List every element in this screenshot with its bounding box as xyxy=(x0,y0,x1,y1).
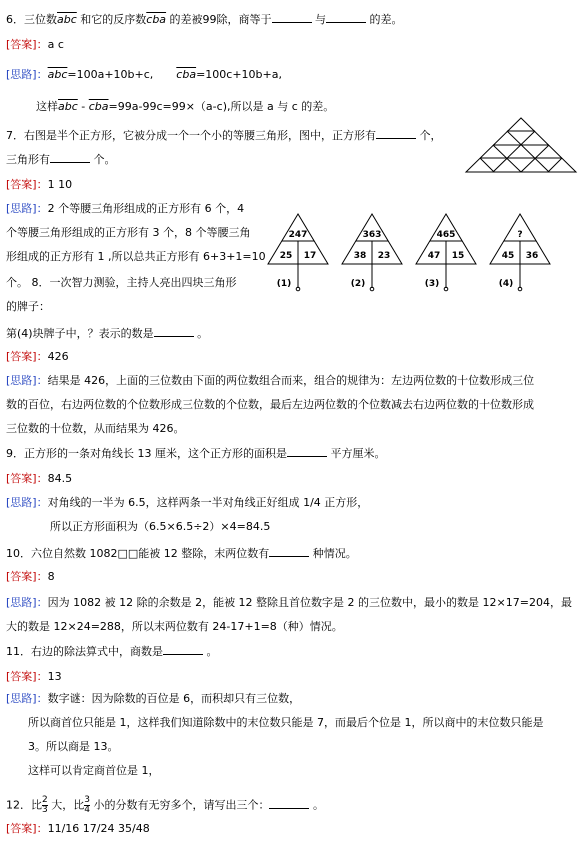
q7-text2-end: 个。 xyxy=(90,153,116,166)
q6-blank-1 xyxy=(272,12,312,23)
answer-tag: [答案]： xyxy=(6,822,48,835)
q6-hint-cba: $\overline{cba}$ xyxy=(176,68,197,81)
q8-question-line1 xyxy=(6,276,237,290)
q8-hint3: 三位数的十位数，从而结果为 426。 xyxy=(6,422,185,435)
q10-hint-line2 xyxy=(6,620,343,634)
triangle-top-number: 363 xyxy=(362,230,382,240)
hint-tag: [思路]： xyxy=(6,692,48,705)
q7-hint-line2 xyxy=(6,226,251,240)
q7-hint6-pre: 第(4)块牌子中，？表示的数是 xyxy=(6,327,154,340)
q9-answer xyxy=(6,472,72,486)
q11-answer xyxy=(6,670,62,684)
q7-hint5: 的牌子： xyxy=(6,300,50,313)
q11-hint2: 所以商首位只能是 1，这样我们知道除数中的末位数只能是 7，而最后个位是 1，所以商中的末位数只能是 xyxy=(28,716,544,729)
q6-hint-abc: $\overline{abc}$ xyxy=(47,68,68,81)
triangle-left-number: 45 xyxy=(501,251,515,261)
q12-end: 。 xyxy=(309,798,324,812)
q6-hint3-pre: 这样 xyxy=(36,100,58,113)
frac1-den: 3 xyxy=(42,805,48,815)
q6-and: 与 xyxy=(311,13,327,26)
q7-answer xyxy=(6,178,72,192)
q7-text2: 三角形有 xyxy=(6,153,50,166)
q11-hint3: 3。所以商是 13。 xyxy=(28,740,119,753)
q8-answer-value: 426 xyxy=(47,350,69,363)
q6-cba: $\overline{cba}$ xyxy=(146,13,167,26)
answer-tag: [答案]： xyxy=(6,570,48,583)
triangle-card-1 xyxy=(268,214,328,291)
triangle-right-number: 23 xyxy=(377,251,391,261)
q7-blank-2 xyxy=(50,152,90,163)
q7-question-line2 xyxy=(6,152,116,167)
q9-answer-value: 84.5 xyxy=(47,472,73,485)
triangle-label: (3) xyxy=(424,279,440,289)
q10-text-end: 种情况。 xyxy=(309,547,357,560)
q6-pre: 6．三位数 xyxy=(6,13,57,26)
q7-hint1: 2 个等腰三角形组成的正方形有 6 个，4 xyxy=(47,202,245,215)
half-square-figure xyxy=(462,116,580,174)
q7-hint6-end: 。 xyxy=(193,327,209,340)
q11-blank xyxy=(163,644,203,655)
q9-hint-line1 xyxy=(6,496,368,510)
answer-tag: [答案]： xyxy=(6,472,48,485)
q8-hint1: 结果是 426，上面的三位数由下面的两位数组合而来，组合的规律为：左边两位数的十位数形成三位 xyxy=(47,374,535,387)
triangle-left-number: 47 xyxy=(427,251,441,261)
q11-hint-line3 xyxy=(28,740,119,754)
q10-hint-line1 xyxy=(6,596,572,610)
triangle-label: (1) xyxy=(276,279,292,289)
q8-hint-line3 xyxy=(6,422,185,436)
q10-answer xyxy=(6,570,55,584)
q6-blank-2 xyxy=(326,12,366,23)
q7-hint2: 个等腰三角形组成的正方形有 3 个，8 个等腰三角 xyxy=(6,226,251,239)
q7-hint4: 个。 8．一次智力测验，主持人亮出四块三角形 xyxy=(6,276,237,289)
answer-tag: [答案]： xyxy=(6,670,48,683)
q6-hint-line1 xyxy=(6,68,282,82)
triangle-right-number: 17 xyxy=(303,251,317,261)
triangle-cards xyxy=(264,212,580,294)
q11-text-end: 。 xyxy=(203,645,218,658)
q10-hint1: 因为 1082 被 12 除的余数是 2，能被 12 整除且首位数字是 2 的三位数中，最小的数是 12×17=204，最 xyxy=(47,596,572,609)
q6-answer-value: a c xyxy=(47,38,64,51)
q11-text: 11．右边的除法算式中，商数是 xyxy=(6,645,163,658)
q6-hint1: =100a+10b+c, xyxy=(67,68,154,81)
q7-blank-1 xyxy=(376,128,416,139)
triangle-label: (4) xyxy=(498,279,514,289)
q9-hint2: 所以正方形面积为（6.5×6.5÷2）×4=84.5 xyxy=(50,520,271,533)
q12-post: 小的分数有无穷多个，请写出三个： xyxy=(89,798,270,812)
answer-tag: [答案]： xyxy=(6,38,48,51)
q7-hint-line3 xyxy=(6,250,266,264)
hint-tag: [思路]： xyxy=(6,496,48,509)
hint-tag: [思路]： xyxy=(6,596,48,609)
hint-tag: [思路]： xyxy=(6,68,48,81)
q11-question xyxy=(6,644,218,659)
triangle-card-4 xyxy=(490,214,550,291)
q12-answer-value: 11/16 17/24 35/48 xyxy=(47,822,150,835)
triangle-right-number: 36 xyxy=(525,251,539,261)
q7-text1-end: 个， xyxy=(416,129,442,142)
q7-hint3: 形组成的正方形有 1 ,所以总共正方形有 6+3+1=10 xyxy=(6,250,266,263)
triangle-top-number: 247 xyxy=(288,230,308,240)
q7-question-line1 xyxy=(6,128,442,143)
q9-hint1: 对角线的一半为 6.5，这样两条一半对角线正好组成 1/4 正方形， xyxy=(47,496,369,509)
q6-answer xyxy=(6,38,64,52)
q10-text: 10．六位自然数 1082□□能被 12 整除，末两位数有 xyxy=(6,547,270,560)
hint-tag: [思路]： xyxy=(6,202,48,215)
q8-hint-line1 xyxy=(6,374,534,388)
q11-hint-line4 xyxy=(28,764,160,778)
q12-question xyxy=(6,796,324,815)
q6-hint3-abc: $\overline{abc}$ xyxy=(58,100,78,113)
q9-text-end: 平方厘米。 xyxy=(327,447,386,460)
triangle-top-number: ? xyxy=(517,230,523,240)
q6-question xyxy=(6,12,403,27)
triangle-top-number: 465 xyxy=(436,230,456,240)
q11-hint-line2 xyxy=(28,716,543,730)
q7-hint-line1 xyxy=(6,202,244,216)
q7-text1: 7．右图是半个正方形，它被分成一个一个小的等腰三角形，图中，正方形有 xyxy=(6,129,376,142)
q8-question-line2 xyxy=(6,300,50,314)
triangle-right-number: 15 xyxy=(451,251,465,261)
q11-hint4: 这样可以肯定商首位是 1， xyxy=(28,764,160,777)
q6-abc: $\overline{abc}$ xyxy=(57,13,77,26)
q7-answer-value: 1 10 xyxy=(47,178,73,191)
triangle-left-number: 38 xyxy=(353,251,367,261)
q12-blank xyxy=(269,798,309,809)
q9-text: 9．正方形的一条对角线长 13 厘米，这个正方形的面积是 xyxy=(6,447,287,460)
q6-hint3-cba: $\overline{cba}$ xyxy=(88,100,109,113)
q8-blank xyxy=(154,326,194,337)
frac2-num: 3 xyxy=(84,795,90,805)
q6-post: 的差被99除，商等于 xyxy=(166,13,272,26)
q6-hint-line2: 这样$\overline{abc} - \overline{cba}=99a-99c=99\times(a-c)$,所以是 a 与 c 的差。 xyxy=(36,100,335,113)
frac1-num: 2 xyxy=(42,795,48,805)
triangle-card-3 xyxy=(416,214,476,291)
q6-end: 的差。 xyxy=(366,13,403,26)
answer-tag: [答案]： xyxy=(6,178,48,191)
q12-pre: 12．比 xyxy=(6,798,42,812)
triangle-card-2 xyxy=(342,214,402,291)
q8-hint-line2 xyxy=(6,398,534,412)
q8-hint2: 数的百位，右边两位数的个位数形成三位数的个位数，最后左边两位数的个位数减去右边两位数的十位数形成 xyxy=(6,398,534,411)
q11-hint-line1 xyxy=(6,692,300,706)
q11-answer-value: 13 xyxy=(47,670,62,683)
q12-answer xyxy=(6,822,150,836)
triangle-label: (2) xyxy=(350,279,366,289)
q10-question xyxy=(6,546,357,561)
q6-hint3-post: =99a-99c=99×（a-c),所以是 a 与 c 的差。 xyxy=(108,100,335,113)
triangle-left-number: 25 xyxy=(279,251,293,261)
q8-question-line3 xyxy=(6,326,208,341)
q6-hint2: =100c+10b+a, xyxy=(196,68,282,81)
answer-tag: [答案]： xyxy=(6,350,48,363)
q9-hint-line2 xyxy=(50,520,270,534)
q10-blank xyxy=(269,546,309,557)
q12-mid: 大，比 xyxy=(47,798,85,812)
q9-question xyxy=(6,446,386,461)
hint-tag: [思路]： xyxy=(6,374,48,387)
q10-answer-value: 8 xyxy=(47,570,55,583)
q10-hint2: 大的数是 12×24=288，所以末两位数有 24-17+1=8（种）情况。 xyxy=(6,620,343,633)
q6-mid: 和它的反序数 xyxy=(76,13,147,26)
frac2-den: 4 xyxy=(84,805,90,815)
q8-answer xyxy=(6,350,69,364)
q9-blank xyxy=(287,446,327,457)
q11-hint1: 数字谜：因为除数的百位是 6，而积却只有三位数， xyxy=(47,692,301,705)
